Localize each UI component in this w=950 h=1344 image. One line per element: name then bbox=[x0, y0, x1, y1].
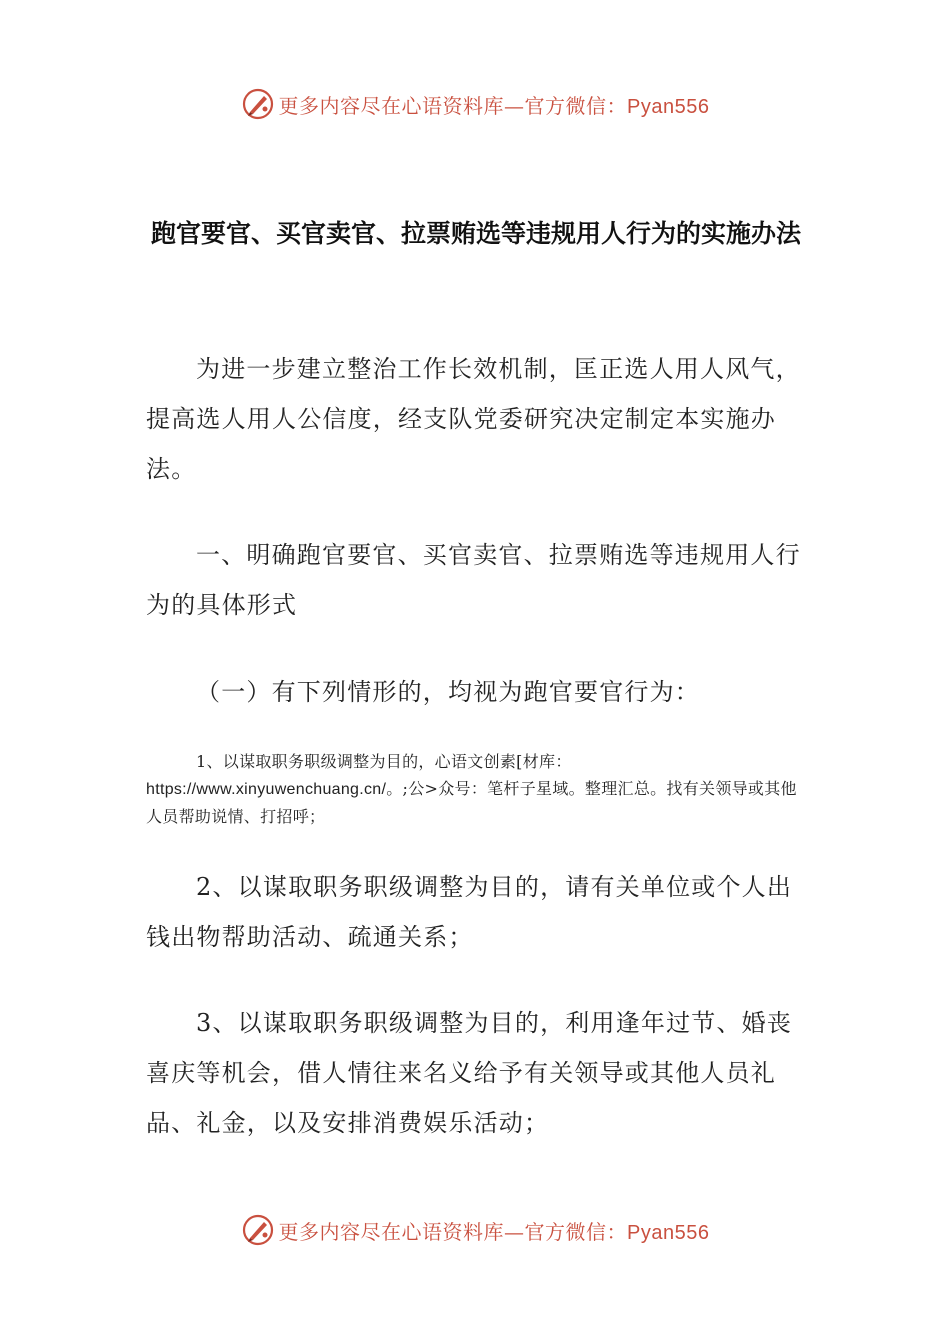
wechat-id: Pyan556 bbox=[627, 95, 710, 118]
list-item-1-lead: 1、以谋取职务职级调整为目的，心语文创素[材库： bbox=[196, 752, 572, 771]
header-watermark-banner bbox=[0, 84, 950, 124]
intro-paragraph: 为进一步建立整治工作长效机制，匡正选人用人风气，提高选人用人公信度，经支队党委研究决定制定本实施办法。 bbox=[146, 355, 801, 483]
banner-text: 更多内容尽在心语资料库—官方微信：Pyan556 bbox=[278, 93, 710, 118]
document-title: 跑官要官、买官卖官、拉票贿选等违规用人行为的实施办法 bbox=[150, 219, 801, 248]
pen-circle-logo-icon bbox=[241, 87, 275, 121]
subsection-heading: （一）有下列情形的，均视为跑官要官行为： bbox=[196, 678, 700, 706]
footer-watermark-banner bbox=[0, 1210, 950, 1250]
pen-circle-logo-icon bbox=[241, 1213, 275, 1247]
banner-text: 更多内容尽在心语资料库—官方微信：Pyan556 bbox=[278, 1219, 710, 1244]
list-item-2: 2、以谋取职务职级调整为目的，请有关单位或个人出钱出物帮助活动、疏通关系； bbox=[146, 873, 793, 951]
list-item-1-url: https://www.xinyuwenchuang.cn/ bbox=[146, 781, 387, 798]
list-item-1-tail: 。;公>众号：笔杆子星域。整理汇总。找有关领导或其他人员帮助说情、打招呼； bbox=[146, 779, 797, 826]
list-item-1 bbox=[146, 748, 806, 830]
wechat-id: Pyan556 bbox=[627, 1221, 710, 1244]
list-item-3: 3、以谋取职务职级调整为目的，利用逢年过节、婚丧喜庆等机会，借人情往来名义给予有关领导或其他人员礼品、礼金，以及安排消费娱乐活动； bbox=[146, 1009, 793, 1137]
section-heading: 一、明确跑官要官、买官卖官、拉票贿选等违规用人行为的具体形式 bbox=[146, 541, 801, 619]
